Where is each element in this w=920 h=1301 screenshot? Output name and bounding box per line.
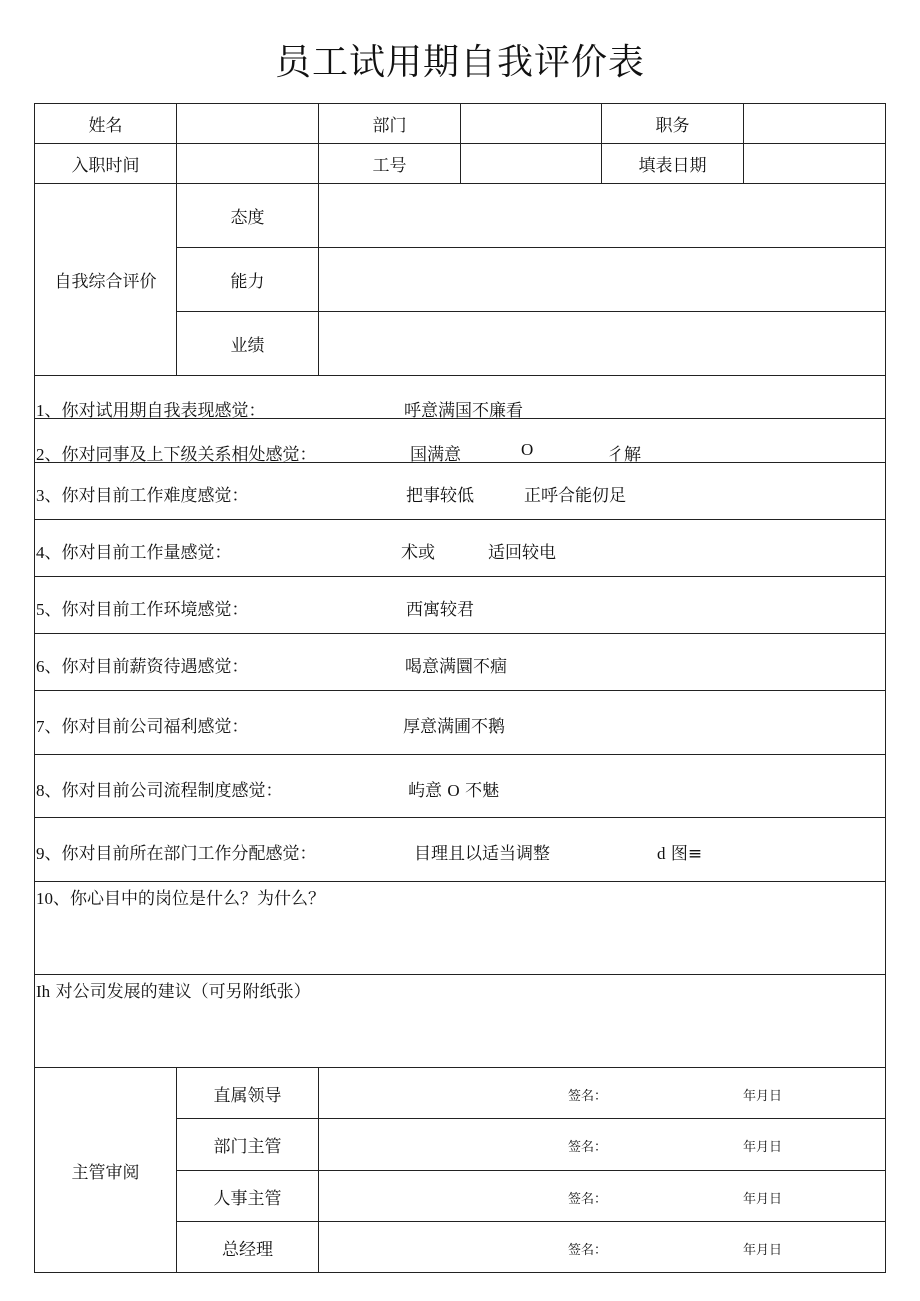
- row-divider: [35, 576, 885, 577]
- self-eval-label: 自我综合评价: [54, 272, 157, 292]
- question-2-option[interactable]: 彳解: [607, 445, 641, 465]
- question-2-option[interactable]: O: [521, 440, 534, 459]
- review-label: 主管审阅: [71, 1162, 140, 1183]
- row-divider: [35, 519, 885, 520]
- attitude-field[interactable]: [319, 184, 885, 247]
- signature-label[interactable]: 签名：: [568, 1192, 608, 1207]
- question-9: 9、你对目前所在部门工作分配感觉：: [36, 844, 317, 864]
- question-6-option[interactable]: 喝意满圜不痼: [405, 657, 507, 677]
- date-label[interactable]: 年月日: [743, 1243, 783, 1258]
- fill-date-label: 填表日期: [638, 156, 707, 176]
- review-role-general-manager: 总经理: [222, 1239, 273, 1260]
- question-3: 3、你对目前工作难度感觉：: [36, 486, 249, 506]
- date-label[interactable]: 年月日: [743, 1140, 783, 1155]
- question-7: 7、你对目前公司福利感觉：: [36, 717, 249, 737]
- question-9-option[interactable]: d 图≡: [657, 844, 703, 864]
- signature-label[interactable]: 签名：: [568, 1243, 608, 1258]
- employee-id-label: 工号: [372, 156, 407, 176]
- row-divider: [35, 974, 885, 975]
- row-divider: [35, 817, 885, 818]
- question-6: 6、你对目前薪资待遇感觉：: [36, 657, 249, 677]
- fill-date-field[interactable]: [744, 144, 885, 183]
- hire-date-field[interactable]: [177, 144, 318, 183]
- department-field[interactable]: [461, 104, 601, 143]
- hire-date-label: 入职时间: [71, 156, 140, 176]
- review-role-dept-manager: 部门主管: [213, 1137, 282, 1157]
- row-divider: [35, 881, 885, 882]
- question-7-option[interactable]: 厚意满圃不鹅: [403, 717, 505, 737]
- signature-label[interactable]: 签名：: [568, 1089, 608, 1104]
- question-11-answer[interactable]: [35, 1002, 885, 1066]
- question-8: 8、你对目前公司流程制度感觉：: [36, 781, 283, 801]
- question-2-option[interactable]: 国满意: [410, 445, 461, 465]
- ability-field[interactable]: [319, 248, 885, 311]
- review-role-direct-leader: 直属领导: [213, 1085, 282, 1106]
- question-4: 4、你对目前工作量感觉：: [36, 543, 232, 563]
- question-4-option[interactable]: 术或: [401, 543, 435, 563]
- position-field[interactable]: [744, 104, 885, 143]
- col-divider: [318, 1067, 319, 1272]
- ability-label: 能力: [230, 272, 265, 292]
- date-label[interactable]: 年月日: [743, 1192, 783, 1207]
- question-3-option[interactable]: 正呼合能仞足: [524, 486, 626, 506]
- review-role-hr-manager: 人事主管: [213, 1188, 282, 1209]
- position-label: 职务: [655, 116, 690, 136]
- performance-field[interactable]: [319, 312, 885, 375]
- row-divider: [35, 375, 885, 376]
- question-5-option[interactable]: 西寓较君: [406, 600, 474, 620]
- name-label: 姓名: [88, 116, 123, 136]
- question-8-option[interactable]: 屿意 O 不魅: [408, 781, 500, 801]
- row-divider: [35, 754, 885, 755]
- question-1: 1、你对试用期自我表现感觉：: [36, 401, 266, 421]
- row-divider: [35, 633, 885, 634]
- question-11: Ih 对公司发展的建议（可另附纸张）: [36, 982, 311, 1002]
- question-10: 10、你心目中的岗位是什么？为什么？: [36, 889, 325, 909]
- performance-label: 业绩: [230, 336, 265, 356]
- evaluation-form: [34, 103, 886, 1273]
- question-5: 5、你对目前工作环境感觉：: [36, 600, 249, 620]
- name-field[interactable]: [177, 104, 318, 143]
- attitude-label: 态度: [230, 208, 265, 228]
- question-3-option[interactable]: 把事较低: [406, 486, 474, 506]
- signature-label[interactable]: 签名：: [568, 1140, 608, 1155]
- row-divider: [35, 690, 885, 691]
- date-label[interactable]: 年月日: [743, 1089, 783, 1104]
- question-2: 2、你对同事及上下级关系相处感觉：: [36, 445, 317, 465]
- employee-id-field[interactable]: [461, 144, 601, 183]
- department-label: 部门: [372, 116, 407, 136]
- question-4-option[interactable]: 适回较电: [488, 543, 556, 563]
- question-9-option[interactable]: 目理且以适当调整: [414, 844, 550, 864]
- question-10-answer[interactable]: [35, 909, 885, 973]
- question-1-option[interactable]: 呼意满国不廉看: [404, 401, 523, 421]
- form-title: 员工试用期自我评价表: [274, 42, 645, 83]
